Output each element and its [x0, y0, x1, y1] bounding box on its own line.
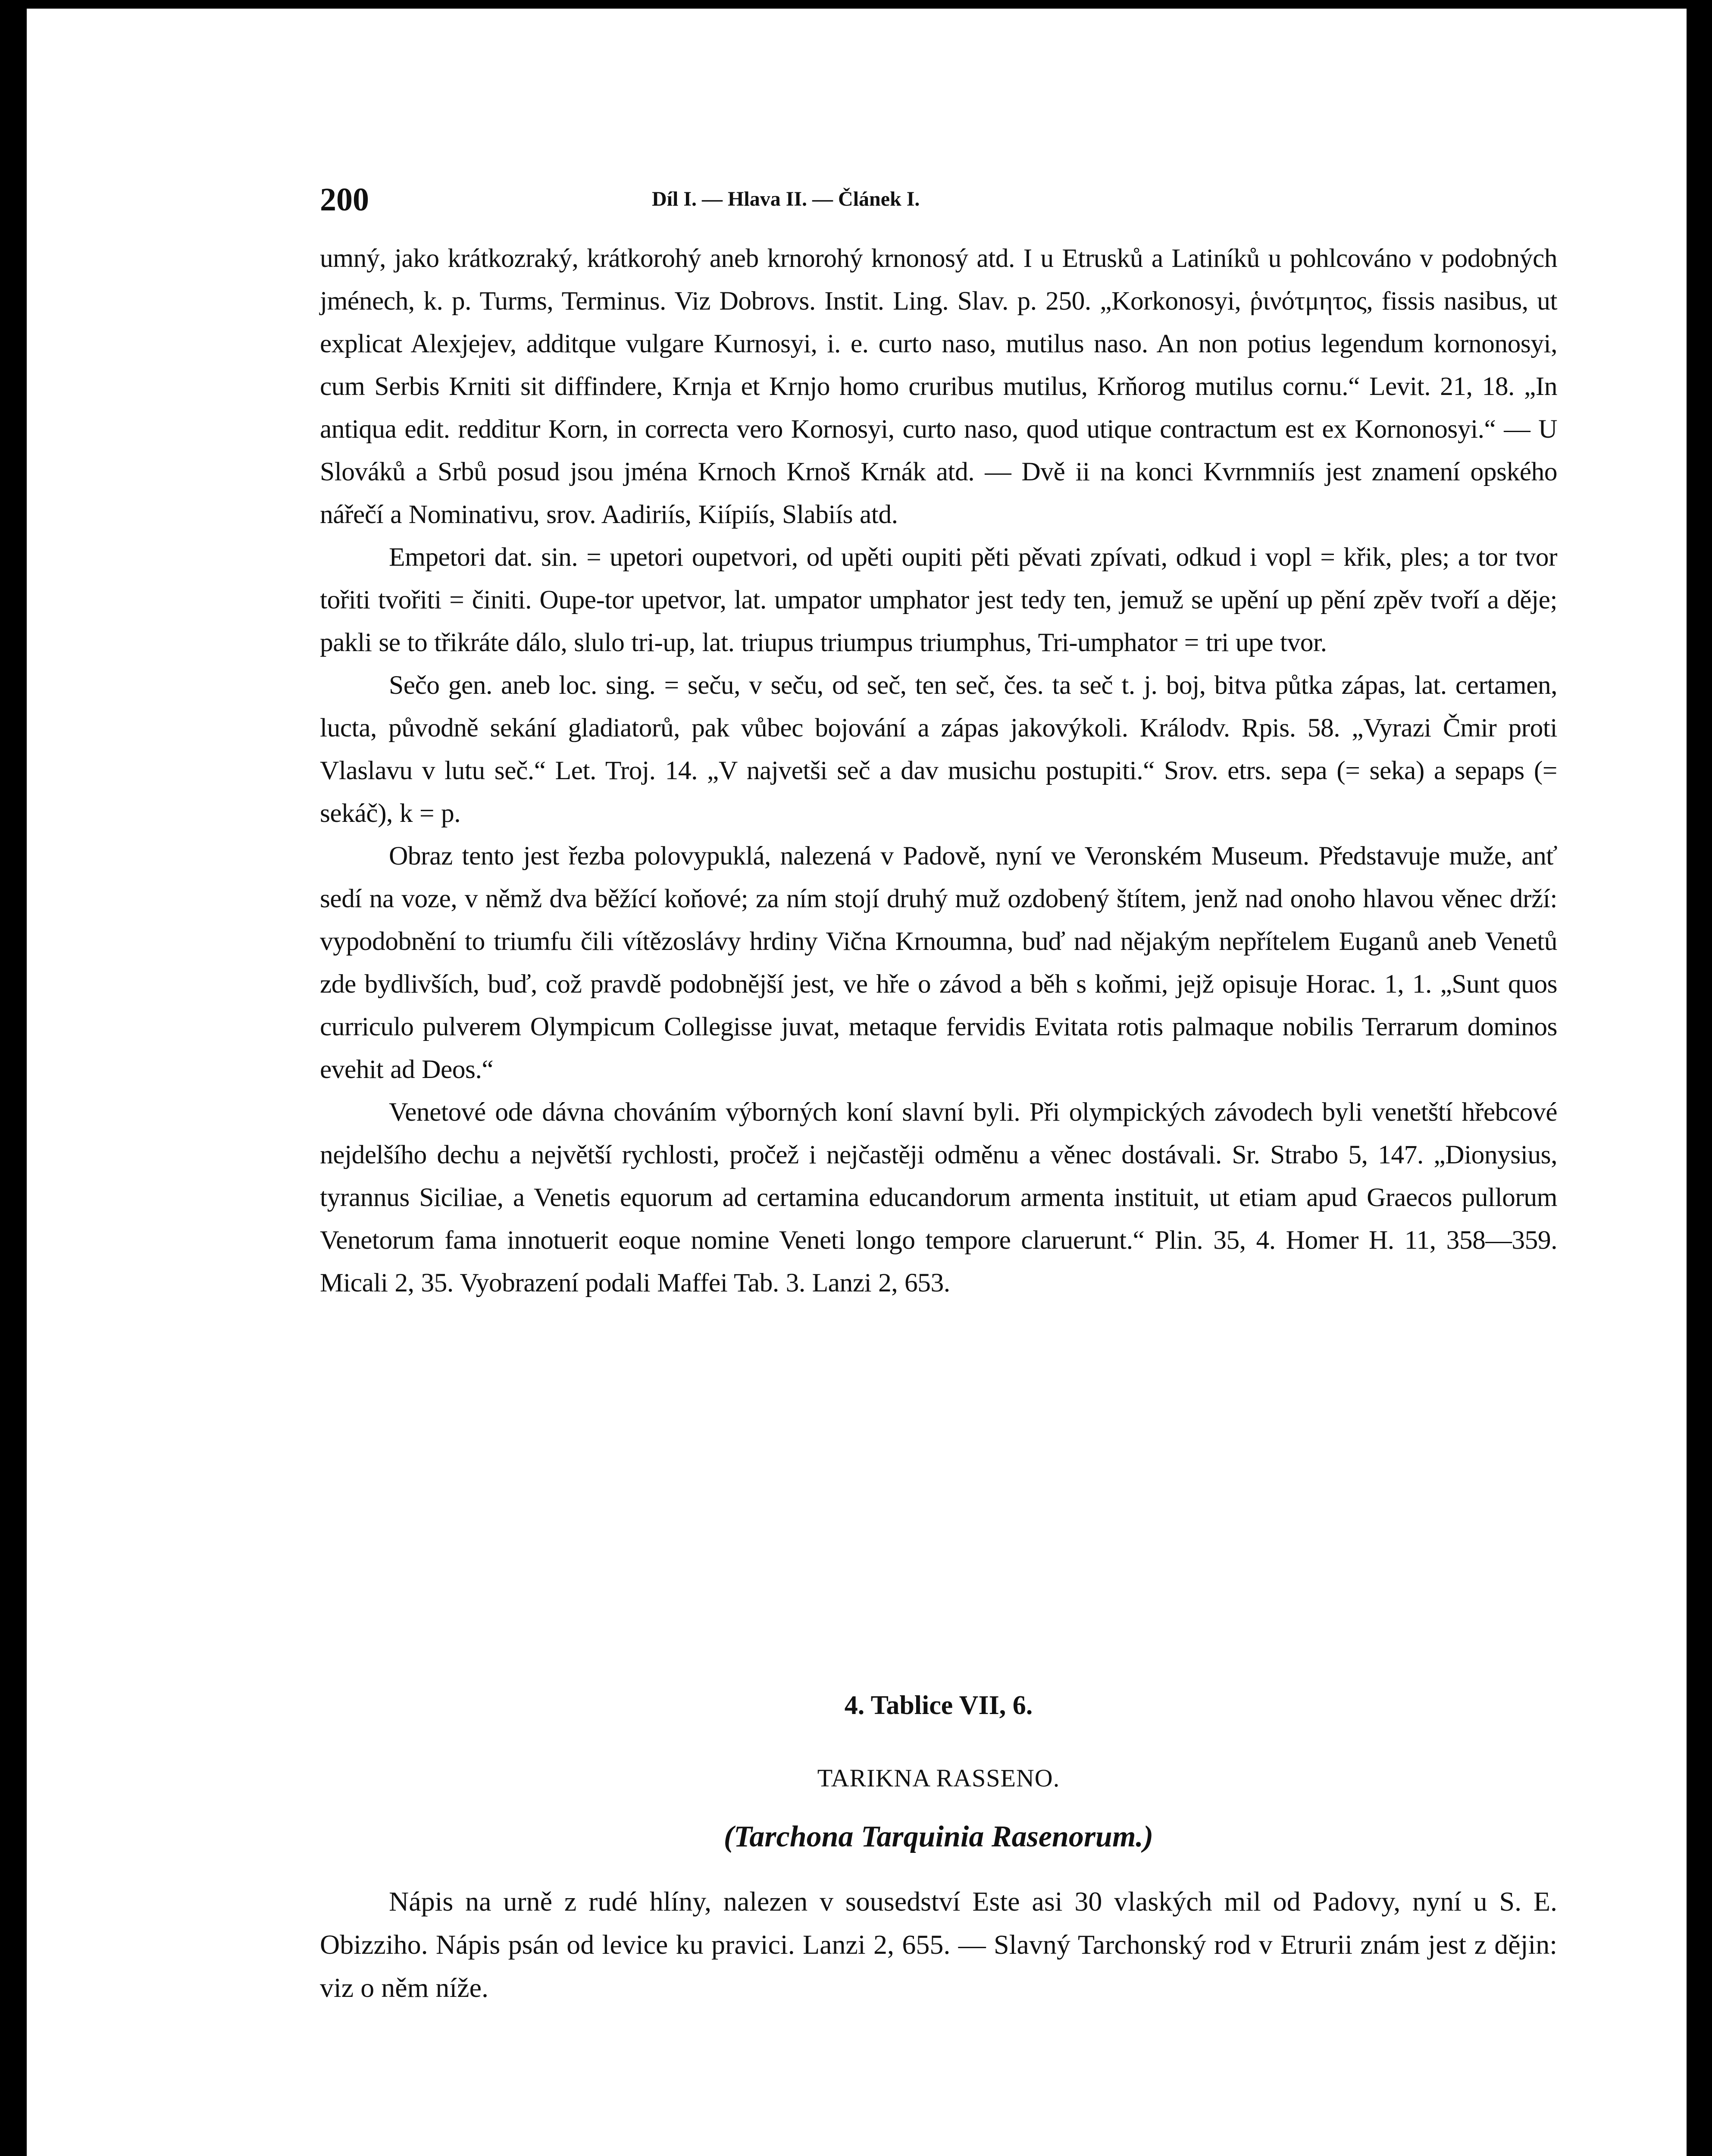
page-header — [320, 181, 1557, 229]
page-number: 200 — [320, 182, 369, 218]
body-text — [320, 237, 1557, 1304]
section-title: TARIKNA RASSENO. — [817, 1764, 1060, 1792]
paragraph-4: Obraz tento jest řezba polovypuklá, nalezená v Padově, nyní ve Veronském Museum. Představuje muže, anť sedí na voze, v němž dva běžící koňové; za ním stojí druhý muž ozdobený štítem, jenž nad onoho hlavou věnec drží: vypodobnění to triumfu čili vítězoslávy hrdiny Vična Krnoumna, buď nad nějakým nepřítelem Euganů aneb Venetů zde bydlivších, buď, což pravdě podobnější jest, ve hře o závod a běh s koňmi, jejž opisuje Horac. 1, 1. „Sunt quos curriculo pulverem Olympicum Collegisse juvat, metaque fervidis Evitata rotis palmaque nobilis Terrarum dominos evehit ad Deos.“ — [320, 841, 1557, 1084]
paragraph-2: Empetori dat. sin. = upetori oupetvori, od upěti oupiti pěti pěvati zpívati, odkud i vopl = křik, ples; a tor tvor tořiti tvořiti = činiti. Oupe-tor upetvor, lat. umpator umphator jest tedy ten, jemuž se upění up pění zpěv tvoří a děje; pakli se to třikráte dálo, slulo tri-up, lat. triupus triumpus triumphus, Tri-umphator = tri upe tvor. — [320, 542, 1557, 657]
running-head: Díl I. — Hlava II. — Článek I. — [652, 188, 920, 210]
section-heading: 4. Tablice VII, 6. — [844, 1691, 1033, 1720]
paragraph-5: Venetové ode dávna chováním výborných koní slavní byli. Při olympických závodech byli venetští hřebcové nejdelšího dechu a největší rychlosti, pročež i nejčastěji odměnu a věnec dostávali. Sr. Strabo 5, 147. „Dionysius, tyrannus Siciliae, a Venetis equorum ad certamina educandorum armenta instituit, ut etiam apud Graecos pullorum Venetorum fama innotuerit eoque nomine Veneti longo tempore claruerunt.“ Plin. 35, 4. Homer H. 11, 358—359. Micali 2, 35. Vyobrazení podali Maffei Tab. 3. Lanzi 2, 653. — [320, 1097, 1557, 1297]
scanned-page — [27, 9, 1687, 2156]
paragraph-1: umný, jako krátkozraký, krátkorohý aneb krnorohý krnonosý atd. I u Etrusků a Latiníků u pohlcováno v podobných jménech, k. p. Turms, Terminus. Viz Dobrovs. Instit. Ling. Slav. p. 250. „Korkonosyi, ῥινότμητος, fissis nasibus, ut explicat Alexjejev, additque vulgare Kurnosyi, i. e. curto naso, mutilus naso. An non potius legendum kornonosyi, cum Serbis Krniti sit diffindere, Krnja et Krnjo homo cruribus mutilus, Krňorog mutilus cornu.“ Levit. 21, 18. „In antiqua edit. redditur Korn, in correcta vero Kornosyi, curto naso, quod utique contractum est ex Kornonosyi.“ — U Slováků a Srbů posud jsou jména Krnoch Krnoš Krnák atd. — Dvě ii na konci Kvrnmniís jest znamení opského nářečí a Nominativu, srov. Aadiriís, Kiípiís, Slabiís atd. — [320, 244, 1557, 529]
section-text: Nápis na urně z rudé hlíny, nalezen v sousedství Este asi 30 vlaských mil od Padovy, nyní u S. E. Obizziho. Nápis psán od levice ku pravici. Lanzi 2, 655. — Slavný Tarchonský rod v Etrurii znám jest z dějin: viz o něm níže. — [320, 1886, 1557, 2003]
section-subtitle: (Tarchona Tarquinia Rasenorum.) — [723, 1820, 1154, 1853]
paragraph-3: Sečo gen. aneb loc. sing. = seču, v seču, od seč, ten seč, čes. ta seč t. j. boj, bitva půtka zápas, lat. certamen, lucta, původně sekání gladiatorů, pak vůbec bojování a zápas jakovýkoli. Králodv. Rpis. 58. „Vyrazi Čmir proti Vlaslavu v lutu seč.“ Let. Troj. 14. „V najvetši seč a dav musichu postupiti.“ Srov. etrs. sepa (= seka) a sepaps (= sekáč), k = p. — [320, 671, 1557, 828]
